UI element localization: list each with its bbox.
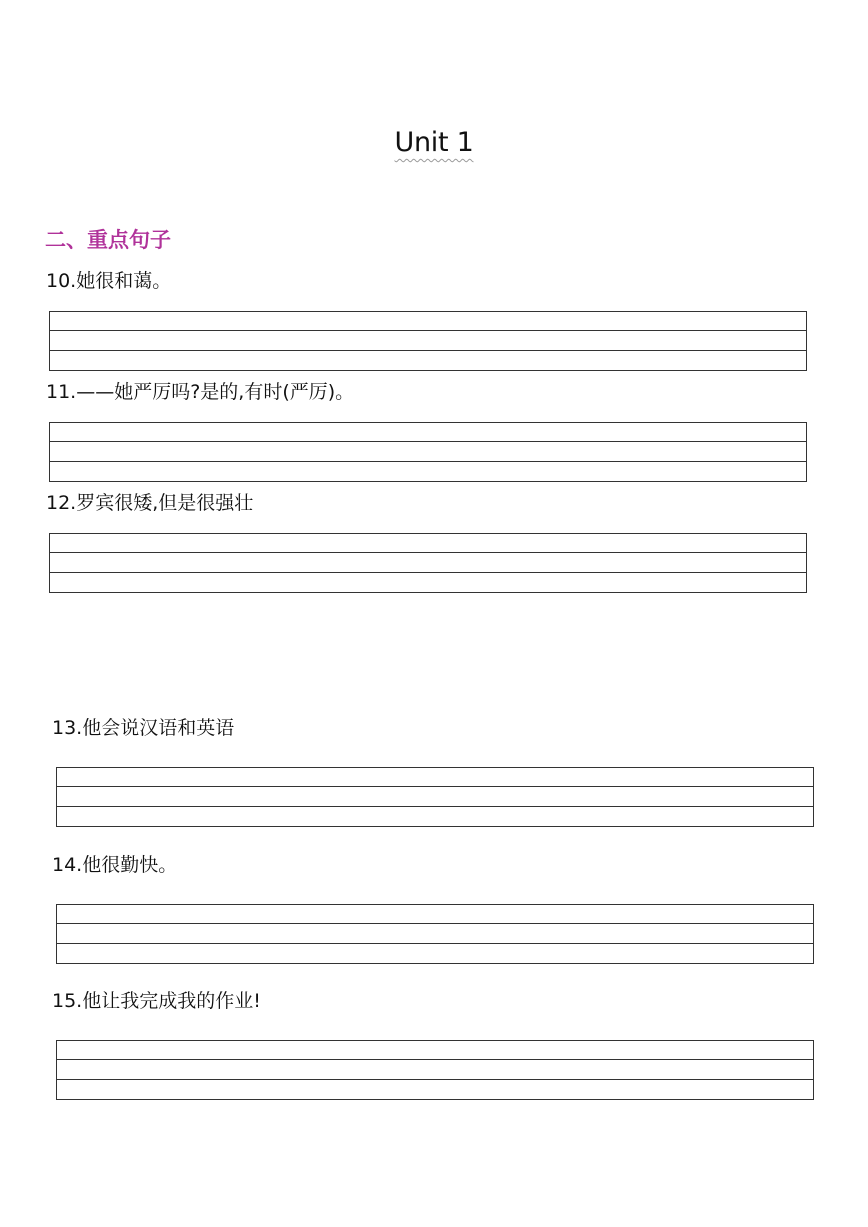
writing-line[interactable] xyxy=(57,944,813,964)
question-prompt: 13.他会说汉语和英语 xyxy=(52,717,235,739)
writing-line[interactable] xyxy=(57,768,813,787)
question-prompt: 10.她很和蔼。 xyxy=(46,270,172,292)
writing-lines[interactable] xyxy=(49,422,807,482)
writing-line[interactable] xyxy=(57,905,813,924)
writing-lines[interactable] xyxy=(49,311,807,371)
question-prompt: 12.罗宾很矮,但是很强壮 xyxy=(46,492,254,514)
writing-line[interactable] xyxy=(57,1041,813,1060)
writing-lines[interactable] xyxy=(56,904,814,964)
writing-line[interactable] xyxy=(50,312,806,331)
writing-line[interactable] xyxy=(57,787,813,807)
writing-line[interactable] xyxy=(50,462,806,482)
writing-line[interactable] xyxy=(57,807,813,827)
writing-line[interactable] xyxy=(50,534,806,553)
writing-lines[interactable] xyxy=(56,767,814,827)
writing-line[interactable] xyxy=(57,924,813,944)
question-prompt: 14.他很勤快。 xyxy=(52,854,178,876)
section-heading: 二、重点句子 xyxy=(45,228,171,252)
question-prompt: 11.——她严厉吗?是的,有时(严厉)。 xyxy=(46,381,355,403)
writing-line[interactable] xyxy=(50,331,806,351)
writing-line[interactable] xyxy=(50,351,806,371)
question-prompt: 15.他让我完成我的作业! xyxy=(52,990,261,1012)
writing-line[interactable] xyxy=(57,1060,813,1080)
writing-line[interactable] xyxy=(50,423,806,442)
writing-line[interactable] xyxy=(50,553,806,573)
writing-lines[interactable] xyxy=(56,1040,814,1100)
page-title: Unit 1 xyxy=(394,127,474,158)
writing-line[interactable] xyxy=(57,1080,813,1100)
writing-line[interactable] xyxy=(50,573,806,593)
writing-lines[interactable] xyxy=(49,533,807,593)
writing-line[interactable] xyxy=(50,442,806,462)
